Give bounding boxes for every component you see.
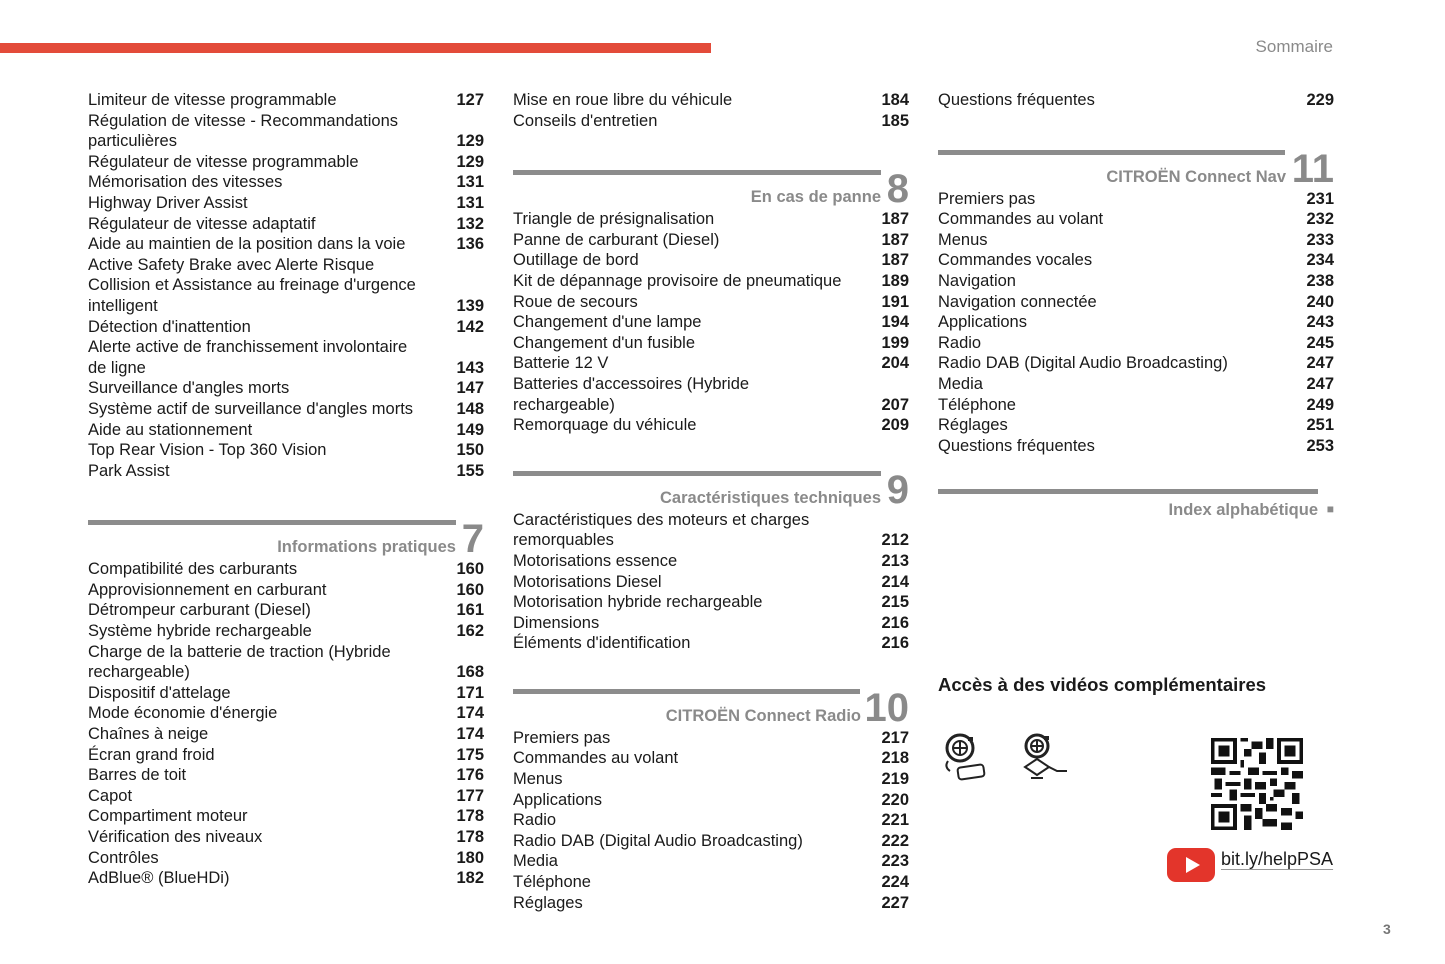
toc-block <box>513 209 909 436</box>
toc-column-2 <box>513 90 909 913</box>
toc-entry[interactable]: Mémorisation des vitesses 131 <box>88 173 484 192</box>
section-title: CITROËN Connect Nav <box>1106 167 1286 186</box>
toc-entry[interactable]: Aide au maintien de la position dans la voie 136 <box>88 235 484 254</box>
toc-entry[interactable]: Charge de la batterie de traction (Hybride rechargeable) 168 <box>88 642 484 682</box>
toc-entry[interactable]: Conseils d'entretien 185 <box>513 111 909 130</box>
toc-entry[interactable]: Park Assist 155 <box>88 461 484 480</box>
toc-entry[interactable]: Commandes vocales 234 <box>938 251 1334 270</box>
toc-entry[interactable]: Réglages 251 <box>938 416 1334 435</box>
toc-entry[interactable]: Batterie 12 V 204 <box>513 354 909 373</box>
section-title: Caractéristiques techniques <box>660 488 881 507</box>
toc-entry[interactable]: AdBlue® (BlueHDi) 182 <box>88 869 484 888</box>
toc-block <box>513 510 909 654</box>
toc-entry[interactable]: Réglages 227 <box>513 893 909 912</box>
toc-entry[interactable]: Changement d'une lampe 194 <box>513 313 909 332</box>
toc-entry[interactable]: Limiteur de vitesse programmable 127 <box>88 91 484 109</box>
toc-block <box>88 90 484 481</box>
section-title: Informations pratiques <box>277 538 456 557</box>
toc-entry[interactable]: Highway Driver Assist 131 <box>88 193 484 212</box>
page-number: 3 <box>1383 921 1391 937</box>
toc-entry[interactable]: Top Rear Vision - Top 360 Vision 150 <box>88 441 484 460</box>
toc-entry[interactable]: Batteries d'accessoires (Hybride rechargeable) 207 <box>513 374 909 414</box>
toc-column-1 <box>88 90 484 889</box>
section-rule <box>938 489 1318 494</box>
toc-entry[interactable]: Compatibilité des carburants 160 <box>88 560 484 579</box>
section-header-index[interactable] <box>938 484 1334 524</box>
toc-entry[interactable]: Écran grand froid 175 <box>88 745 484 764</box>
toc-entry[interactable]: Motorisations essence 213 <box>513 551 909 570</box>
toc-entry[interactable]: Éléments d'identification 216 <box>513 634 909 653</box>
section-header-7[interactable] <box>88 515 484 562</box>
toc-entry[interactable]: Régulateur de vitesse programmable 129 <box>88 152 484 171</box>
toc-entry[interactable]: Détrompeur carburant (Diesel) 161 <box>88 601 484 620</box>
toc-entry[interactable]: Téléphone 249 <box>938 395 1334 414</box>
section-title: En cas de panne <box>750 188 881 207</box>
toc-entry[interactable]: Caractéristiques des moteurs et charges remorquables 212 <box>513 510 909 550</box>
section-header-9[interactable] <box>513 466 909 510</box>
toc-entry[interactable]: Motorisation hybride rechargeable 215 <box>513 593 909 612</box>
toc-block <box>938 189 1334 457</box>
section-number: 8 <box>886 167 909 212</box>
toc-entry[interactable]: Mode économie d'énergie 174 <box>88 704 484 723</box>
section-rule <box>513 170 881 175</box>
index-square-icon: ■ <box>1326 502 1334 517</box>
toc-entry[interactable]: Radio 221 <box>513 811 909 830</box>
toc-entry[interactable]: Panne de carburant (Diesel) 187 <box>513 230 909 249</box>
toc-entry[interactable]: Menus 219 <box>513 770 909 789</box>
qr-code[interactable] <box>1210 738 1304 830</box>
toc-entry[interactable]: Dimensions 216 <box>513 613 909 632</box>
tire-compressor-icon <box>942 733 988 783</box>
video-link[interactable]: bit.ly/helpPSA <box>1221 849 1334 869</box>
toc-entry[interactable]: Remorquage du véhicule 209 <box>513 416 909 435</box>
toc-entry[interactable]: Kit de dépannage provisoire de pneumatique 189 <box>513 271 909 290</box>
toc-entry[interactable]: Téléphone 224 <box>513 873 909 892</box>
toc-entry[interactable]: Commandes au volant 218 <box>513 749 909 768</box>
section-rule <box>88 520 456 525</box>
toc-entry[interactable]: Navigation 238 <box>938 271 1334 290</box>
toc-entry[interactable]: Changement d'un fusible 199 <box>513 333 909 352</box>
toc-entry[interactable]: Surveillance d'angles morts 147 <box>88 379 484 398</box>
section-title: Index alphabétique <box>1168 501 1318 520</box>
videos-title: Accès à des vidéos complémentaires <box>938 674 1267 695</box>
toc-entry[interactable]: Media 223 <box>513 852 909 871</box>
toc-entry[interactable]: Media 247 <box>938 374 1334 393</box>
toc-entry[interactable]: Régulateur de vitesse adaptatif 132 <box>88 214 484 233</box>
section-title: CITROËN Connect Radio <box>665 706 861 725</box>
toc-entry[interactable]: Radio 245 <box>938 333 1334 352</box>
toc-entry[interactable]: Outillage de bord 187 <box>513 251 909 270</box>
section-label: Sommaire <box>1255 37 1333 56</box>
toc-entry[interactable]: Capot 177 <box>88 786 484 805</box>
toc-entry[interactable]: Système hybride rechargeable 162 <box>88 622 484 641</box>
toc-entry[interactable]: Triangle de présignalisation 187 <box>513 210 909 229</box>
toc-block <box>938 90 1334 111</box>
toc-block <box>513 728 909 913</box>
toc-entry[interactable]: Détection d'inattention 142 <box>88 317 484 336</box>
section-rule <box>513 471 881 476</box>
toc-entry[interactable]: Vérification des niveaux 178 <box>88 828 484 846</box>
section-number: 9 <box>886 467 909 512</box>
toc-entry[interactable]: Premiers pas 231 <box>938 189 1334 208</box>
toc-entry[interactable]: Commandes au volant 232 <box>938 210 1334 229</box>
toc-entry[interactable]: Active Safety Brake avec Alerte Risque Collision et Assistance au freinage d'urgence intelligent 139 <box>88 255 484 315</box>
toc-entry[interactable]: Aide au stationnement 149 <box>88 420 484 439</box>
toc-entry[interactable]: Barres de toit 176 <box>88 766 484 785</box>
section-rule <box>938 150 1285 155</box>
toc-entry[interactable]: Dispositif d'attelage 171 <box>88 683 484 702</box>
toc-entry[interactable]: Régulation de vitesse - Recommandations particulières 129 <box>88 111 484 151</box>
section-header-10[interactable] <box>513 684 909 728</box>
toc-entry[interactable]: Compartiment moteur 178 <box>88 807 484 826</box>
toc-entry[interactable]: Système actif de surveillance d'angles morts 148 <box>88 399 484 418</box>
toc-entry[interactable]: Radio DAB (Digital Audio Broadcasting) 222 <box>513 831 909 850</box>
toc-entry[interactable]: Radio DAB (Digital Audio Broadcasting) 247 <box>938 354 1334 373</box>
toc-entry[interactable]: Questions fréquentes 229 <box>938 91 1334 109</box>
toc-entry[interactable]: Chaînes à neige 174 <box>88 725 484 744</box>
toc-entry[interactable]: Premiers pas 217 <box>513 728 909 747</box>
toc-entry[interactable]: Roue de secours 191 <box>513 292 909 311</box>
toc-entry[interactable]: Approvisionnement en carburant 160 <box>88 580 484 599</box>
header-accent-bar <box>0 43 711 53</box>
toc-entry[interactable]: Contrôles 180 <box>88 848 484 867</box>
section-header-11[interactable] <box>938 145 1334 189</box>
tire-jack-icon <box>1021 733 1071 783</box>
toc-entry[interactable]: Motorisations Diesel 214 <box>513 572 909 591</box>
section-number: 11 <box>1291 146 1334 191</box>
section-number: 10 <box>864 685 909 730</box>
play-icon <box>1186 857 1200 873</box>
toc-entry[interactable]: Menus 233 <box>938 230 1334 249</box>
toc-block <box>88 559 484 889</box>
youtube-play-button[interactable] <box>1167 848 1215 882</box>
toc-entry[interactable]: Alerte active de franchissement involontaire de ligne 143 <box>88 338 484 377</box>
toc-entry[interactable]: Applications 243 <box>938 313 1334 332</box>
section-number: 7 <box>461 517 484 562</box>
toc-block <box>513 90 909 131</box>
toc-entry[interactable]: Mise en roue libre du véhicule 184 <box>513 91 909 109</box>
section-rule <box>513 689 860 694</box>
toc-entry[interactable]: Questions fréquentes 253 <box>938 436 1334 455</box>
toc-entry[interactable]: Navigation connectée 240 <box>938 292 1334 311</box>
section-header-8[interactable] <box>513 165 909 212</box>
toc-column-3 <box>938 90 1334 524</box>
toc-entry[interactable]: Applications 220 <box>513 790 909 809</box>
